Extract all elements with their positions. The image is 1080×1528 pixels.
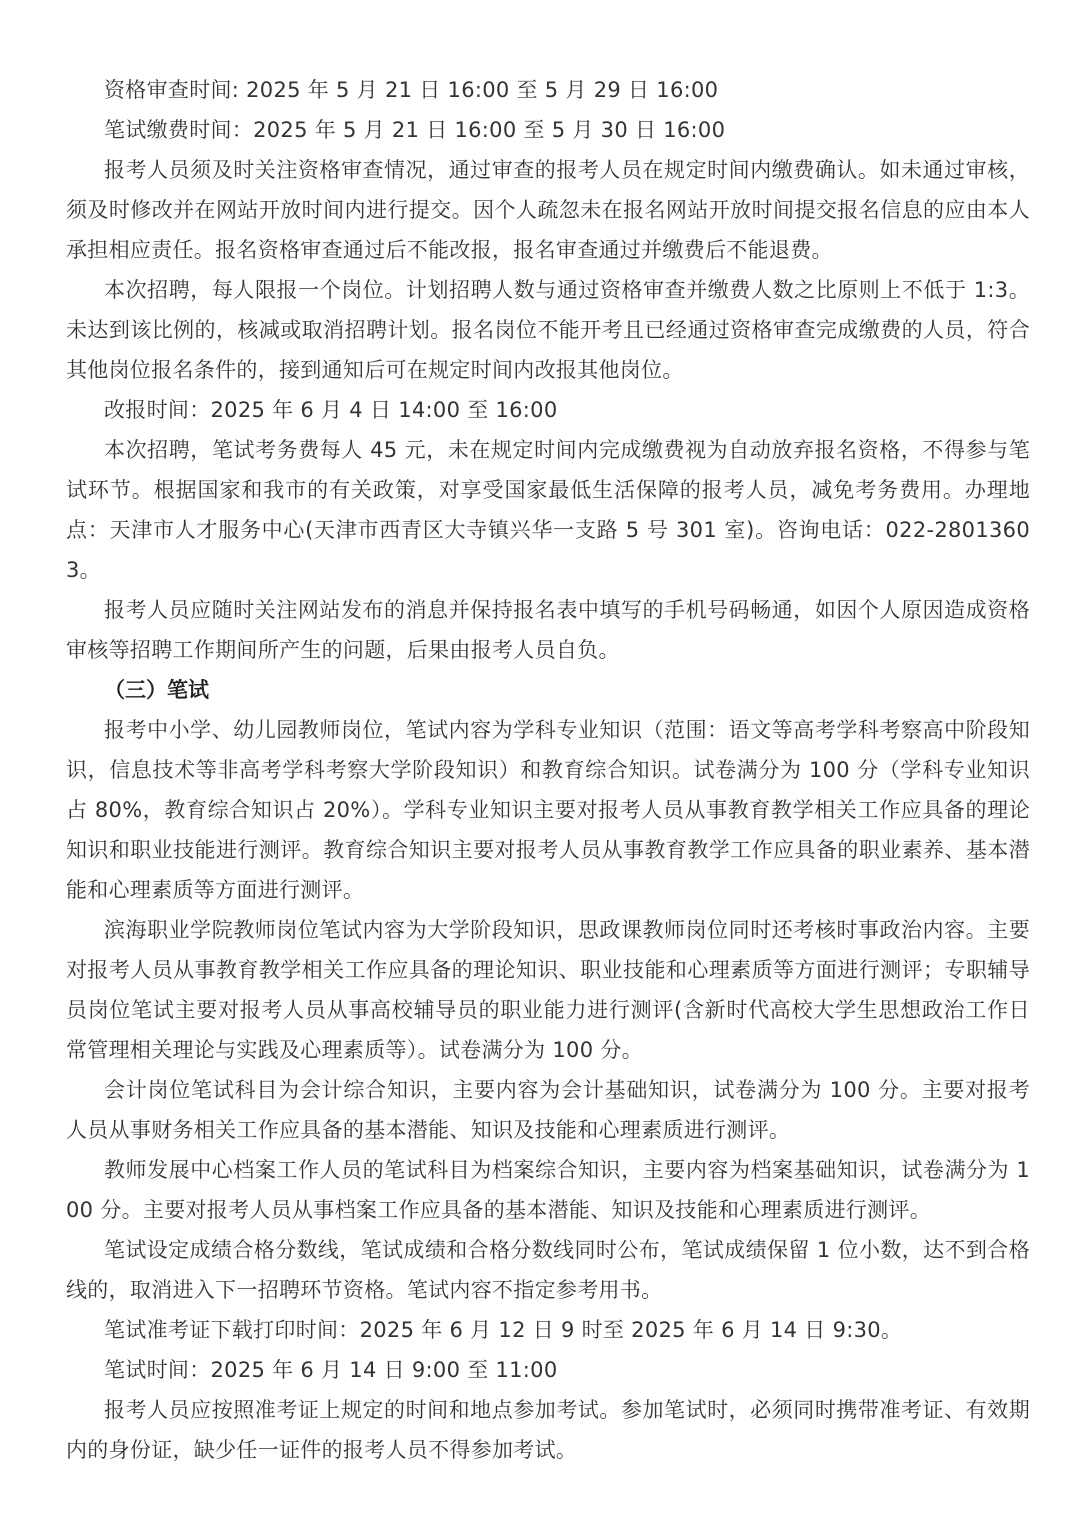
- section-heading-written-exam: （三）笔试: [104, 678, 209, 702]
- paragraph-change-application-time: 改报时间：2025 年 6 月 4 日 14:00 至 16:00: [104, 398, 558, 422]
- paragraph-accounting-exam: 会计岗位笔试科目为会计综合知识，主要内容为会计基础知识，试卷满分为 100 分。主要对报考人员从事财务相关工作应具备的基本潜能、知识及技能和心理素质进行测评。: [66, 1078, 1030, 1142]
- paragraph-one-position-rule: 本次招聘，每人限报一个岗位。计划招聘人数与通过资格审查并缴费人数之比原则上不低于 1:3。未达到该比例的，核减或取消招聘计划。报名岗位不能开考且已经通过资格审查完成缴费的人员，符合其他岗位报名条件的，接到通知后可在规定时间内改报其他岗位。: [66, 278, 1030, 382]
- paragraph-exam-requirements: 报考人员应按照准考证上规定的时间和地点参加考试。参加笔试时，必须同时携带准考证、有效期内的身份证，缺少任一证件的报考人员不得参加考试。: [66, 1398, 1030, 1462]
- paragraph-exam-fee-time: 笔试缴费时间：2025 年 5 月 21 日 16:00 至 5 月 30 日 16:00: [104, 118, 726, 142]
- paragraph-teacher-exam-content: 报考中小学、幼儿园教师岗位，笔试内容为学科专业知识（范围：语文等高考学科考察高中阶段知识，信息技术等非高考学科考察大学阶段知识）和教育综合知识。试卷满分为 100 分（学科专业知识占 80%，教育综合知识占 20%）。学科专业知识主要对报考人员从事教育教学相关工作应具备的理论知识和职业技能进行测评。教育综合知识主要对报考人员从事教育教学工作应具备的职业素养、基本潜能和心理素质等方面进行测评。: [66, 718, 1030, 902]
- paragraph-exam-time: 笔试时间：2025 年 6 月 14 日 9:00 至 11:00: [104, 1358, 558, 1382]
- paragraph-contact-notice: 报考人员应随时关注网站发布的消息并保持报名表中填写的手机号码畅通，如因个人原因造成资格审核等招聘工作期间所产生的问题，后果由报考人员自负。: [66, 598, 1030, 662]
- paragraph-qualification-review-time: 资格审查时间: 2025 年 5 月 21 日 16:00 至 5 月 29 日 16:00: [104, 78, 719, 102]
- paragraph-admission-ticket-time: 笔试准考证下载打印时间：2025 年 6 月 12 日 9 时至 2025 年 6 月 14 日 9:30。: [104, 1318, 903, 1342]
- paragraph-exam-fee-policy: 本次招聘，笔试考务费每人 45 元，未在规定时间内完成缴费视为自动放弃报名资格，不得参与笔试环节。根据国家和我市的有关政策，对享受国家最低生活保障的报考人员，减免考务费用。办理地点：天津市人才服务中心(天津市西青区大寺镇兴华一支路 5 号 301 室)。咨询电话：022-28013603。: [66, 438, 1030, 582]
- paragraph-passing-score: 笔试设定成绩合格分数线，笔试成绩和合格分数线同时公布，笔试成绩保留 1 位小数，达不到合格线的，取消进入下一招聘环节资格。笔试内容不指定参考用书。: [66, 1238, 1030, 1302]
- paragraph-review-notice: 报考人员须及时关注资格审查情况，通过审查的报考人员在规定时间内缴费确认。如未通过审核，须及时修改并在网站开放时间内进行提交。因个人疏忽未在报名网站开放时间提交报名信息的应由本人承担相应责任。报名资格审查通过后不能改报，报名审查通过并缴费后不能退费。: [66, 158, 1030, 262]
- paragraph-binhai-college-exam: 滨海职业学院教师岗位笔试内容为大学阶段知识，思政课教师岗位同时还考核时事政治内容。主要对报考人员从事教育教学相关工作应具备的理论知识、职业技能和心理素质等方面进行测评；专职辅导员岗位笔试主要对报考人员从事高校辅导员的职业能力进行测评(含新时代高校大学生思想政治工作日常管理相关理论与实践及心理素质等）。试卷满分为 100 分。: [66, 918, 1030, 1062]
- document-page: [66, 70, 1030, 1470]
- paragraph-archive-exam: 教师发展中心档案工作人员的笔试科目为档案综合知识，主要内容为档案基础知识，试卷满分为 100 分。主要对报考人员从事档案工作应具备的基本潜能、知识及技能和心理素质进行测评。: [66, 1158, 1030, 1222]
